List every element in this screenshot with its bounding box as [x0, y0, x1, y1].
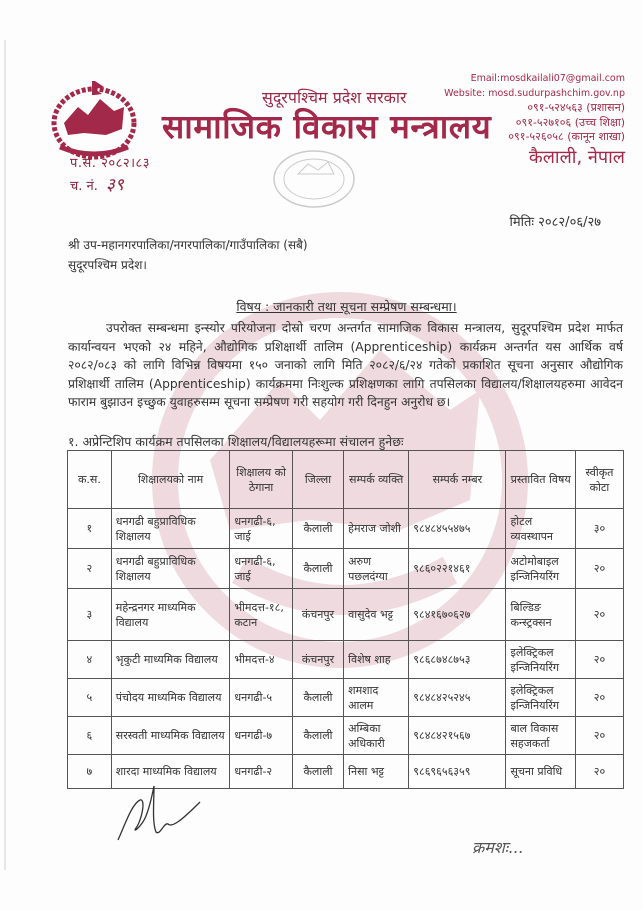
cell-contact-person: हेमराज जोशी	[344, 509, 409, 549]
email-link[interactable]: Email:mosdkailali07@gmail.com	[470, 73, 625, 84]
cell-contact-person: शमशाद आलम	[344, 679, 409, 717]
cell-contact-number: ९८४८४२१५६७	[409, 717, 506, 755]
cell-subject: होटल व्यवस्थापन	[506, 509, 575, 549]
cell-contact-person: अम्बिका अधिकारी	[344, 717, 409, 755]
subject-text: विषय : जानकारी तथा सूचना सम्प्रेषण सम्बन्धमा।	[236, 299, 457, 314]
cn-value: ३९	[106, 175, 124, 195]
cell-school-name: पंचोदय माध्यमिक विद्यालय	[111, 679, 230, 717]
cell-subject: अटोमोबाइल इन्जिनियरिंग	[506, 549, 575, 589]
cell-quota: २०	[575, 679, 623, 717]
cell-address: भीमदत्त-१८, कटान	[230, 589, 293, 641]
cell-quota: २०	[575, 589, 623, 641]
table-row	[68, 589, 624, 641]
cell-school-name: सरस्वती माध्यमिक विद्यालय	[111, 717, 230, 755]
cell-contact-number: ९८६८७४८७५३	[409, 641, 506, 679]
cell-contact-number: ९८४८४२५२४५	[409, 679, 506, 717]
cell-serial: ४	[68, 641, 112, 679]
subject-line	[0, 298, 643, 315]
section-heading: १. अप्रेन्टिशिप कार्यक्रम तपसिलका शिक्षालय/विद्यालयहरूमा संचालन हुनेछः	[68, 434, 404, 449]
reference-cn	[70, 172, 124, 195]
contact-block	[444, 72, 625, 145]
cell-address: धनगढी-६, जाई	[230, 509, 293, 549]
recipient-line-1: श्री उप-महानगरपालिका/नगरपालिका/गाउँपालिका (सबै)	[68, 238, 308, 252]
table-row	[68, 509, 624, 549]
cell-serial: ७	[68, 755, 112, 789]
header-serial: क.स.	[68, 451, 112, 509]
cell-subject: सूचना प्रविधि	[506, 755, 575, 789]
phone-higher-education: ०९१-५२७१०६ (उच्च शिक्षा)	[515, 115, 625, 129]
cell-contact-number: ९८६०२२१४६१	[409, 549, 506, 589]
cell-contact-number: ९८४१६७०६२७	[409, 589, 506, 641]
office-location: कैलाली, नेपाल	[528, 147, 625, 168]
header-contact-number: सम्पर्क नम्बर	[409, 451, 506, 509]
cell-serial: ६	[68, 717, 112, 755]
cell-district: कैलाली	[292, 509, 343, 549]
table-row	[68, 641, 624, 679]
recipient-line-2: सुदूरपश्चिम प्रदेश।	[68, 258, 147, 272]
cell-district: कैलाली	[292, 679, 343, 717]
cell-serial: १	[68, 509, 112, 549]
ministry-name: सामाजिक विकास मन्त्रालय	[162, 107, 492, 146]
government-name: सुदूरपश्चिम प्रदेश सरकार	[262, 88, 407, 107]
cell-quota: २०	[575, 641, 623, 679]
cell-district: कैलाली	[292, 755, 343, 789]
cell-school-name: शारदा माध्यमिक विद्यालय	[111, 755, 230, 789]
header-district: जिल्ला	[292, 451, 343, 509]
phone-law-section: ०९१-५२६०५८ (कानून शाखा)	[508, 130, 625, 143]
header-proposed-subject: प्रस्तावित विषय	[506, 451, 575, 509]
cell-quota: ३०	[575, 509, 623, 549]
table-row	[68, 717, 624, 755]
phone-admin: ०९१-५२४५६३ (प्रशासन)	[527, 101, 625, 114]
cell-contact-number: ९८४८४५५४७५	[409, 509, 506, 549]
header-approved-quota: स्वीकृत कोटा	[575, 451, 623, 509]
office-stamp-icon	[268, 146, 360, 212]
cell-contact-number: ९८६९६५६३५९	[409, 755, 506, 789]
cell-district: कैलाली	[292, 549, 343, 589]
table-row	[68, 549, 624, 589]
cell-quota: २०	[575, 755, 623, 789]
cell-contact-person: वासुदेव भट्ट	[344, 589, 409, 641]
ps-value: २०८२।८३	[101, 156, 151, 171]
body-paragraph: उपरोक्त सम्बन्धमा इन्स्योर परियोजना दोस्रो चरण अन्तर्गत सामाजिक विकास मन्त्रालय, सुदूरपश्चिम प्रदेश मार्फत कार्यान्वयन भएको २४ महिने, औद्योगिक प्रशिक्षार्थी तालिम (Apprenticeship) कार्यक्रम अन्तर्गत यस आर्थिक वर्ष २०८२/०८३ को लागि विभिन्न विषयमा १५० जनाको लागि मिति २०८२/६/२४ गतेको प्रकाशित सूचना अनुसार औद्योगिक प्रशिक्षार्थी तालिम (Apprenticeship) कार्यक्रममा निःशुल्क प्रशिक्षणका लागि तपसिलका विद्यालय/शिक्षालयहरुमा आवेदन फाराम बुझाउन इच्छुक युवाहरुसम्म सूचना सम्प्रेषण गरी सहयोग गरी दिनहुन अनुरोध छ।	[68, 321, 623, 409]
cell-address: धनगढी-५	[230, 679, 293, 717]
continued-note: क्रमशः...	[472, 838, 524, 857]
cell-subject: बिल्डिङ कन्स्ट्रक्सन	[506, 589, 575, 641]
schools-table	[67, 450, 624, 789]
cell-address: धनगढी-७	[230, 717, 293, 755]
cell-subject: इलेक्ट्रिकल इन्जिनियरिंग	[506, 679, 575, 717]
signature-icon	[112, 782, 202, 846]
cell-address: धनगढी-६, जाई	[230, 549, 293, 589]
cell-district: कंचनपुर	[292, 641, 343, 679]
cell-serial: २	[68, 549, 112, 589]
cell-school-name: महेन्द्रनगर माध्यमिक विद्यालय	[111, 589, 230, 641]
cell-contact-person: निसा भट्ट	[344, 755, 409, 789]
reference-ps	[70, 153, 150, 171]
table-header-row	[68, 451, 624, 509]
cell-contact-person: विशेष शाह	[344, 641, 409, 679]
cell-address: भीमदत्त-४	[230, 641, 293, 679]
header-school-name: शिक्षालयको नाम	[111, 451, 230, 509]
cell-district: कंचनपुर	[292, 589, 343, 641]
cell-school-name: धनगढी बहुप्राविधिक शिक्षालय	[111, 549, 230, 589]
cell-subject: इलेक्ट्रिकल इन्जिनियरिंग	[506, 641, 575, 679]
cell-quota: २०	[575, 549, 623, 589]
cn-label: च. नं.	[70, 179, 98, 194]
header-contact-person: सम्पर्क व्यक्ति	[344, 451, 409, 509]
nepal-emblem-icon	[50, 77, 138, 161]
cell-subject: बाल विकास सहजकर्ता	[506, 717, 575, 755]
ps-label: प.स.	[70, 156, 97, 171]
table-row	[68, 679, 624, 717]
scan-edge	[4, 40, 6, 870]
cell-serial: ५	[68, 679, 112, 717]
cell-school-name: धनगढी बहुप्राविधिक शिक्षालय	[111, 509, 230, 549]
website-link[interactable]: Website: mosd.sudurpashchim.gov.np	[444, 87, 625, 99]
cell-contact-person: अरुण पछलदंग्या	[344, 549, 409, 589]
cell-serial: ३	[68, 589, 112, 641]
cell-district: कैलाली	[292, 717, 343, 755]
cell-quota: २०	[575, 717, 623, 755]
cell-address: धनगढी-२	[230, 755, 293, 789]
header-school-address: शिक्षालय को ठेगाना	[230, 451, 293, 509]
cell-school-name: भृकुटी माध्यमिक विद्यालय	[111, 641, 230, 679]
letter-date: मितिः २०८२/०६/२७	[509, 215, 601, 230]
